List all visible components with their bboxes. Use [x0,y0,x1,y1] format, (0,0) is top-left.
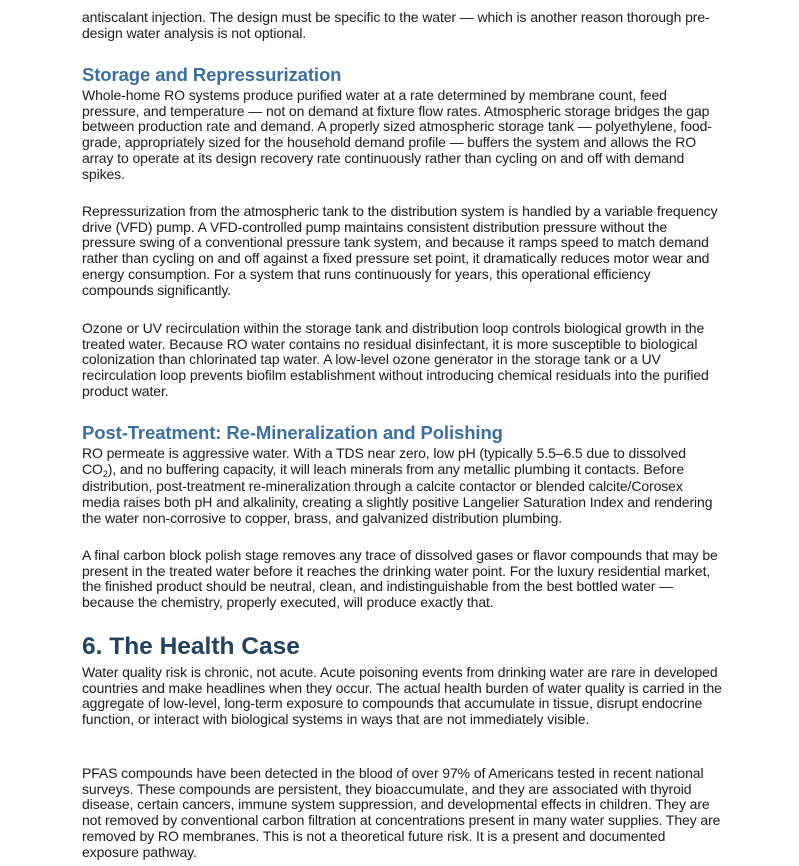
health-heading-block [82,633,722,661]
body-paragraph [82,446,722,527]
p1-part-b: ), and no buffering capacity, it will leach minerals from any metallic plumbing it contacts. Before distribution, post-treatment re-mineralization through a calcite contactor or blended calcite/Corosex media raises both pH and alkalinity, creating a slightly positive Langelier Saturation Index and rendering the water non-corrosive to copper, brass, and galvanized distribution plumbing. [82,460,713,526]
intro-paragraph-tail [82,10,722,41]
health-paragraph-2-block [82,766,722,860]
body-paragraph: A final carbon block polish stage removes any trace of dissolved gases or flavor compounds that may be present in the treated water before it reaches the drinking water point. For the luxury residential market, the finished product should be neutral, clean, and indistinguishable from the best bottled water — because the chemistry, properly executed, will produce exactly that. [82,547,718,611]
post-treatment-heading: Post-Treatment: Re-Mineralization and Polishing [82,422,503,443]
co2-subscript: 2 [102,468,108,479]
storage-paragraph-1-block [82,88,722,182]
post-heading-block [82,422,722,444]
storage-paragraph-3-block [82,321,722,400]
storage-paragraph-2-block [82,204,722,298]
body-paragraph: Repressurization from the atmospheric tank to the distribution system is handled by a variable frequency drive (VFD) pump. A VFD-controlled pump maintains consistent distribution pressure without the pressure swing of a conventional pressure tank system, and because it ramps speed to match demand rather than cycling on and off against a fixed pressure set point, it dramatically reduces motor wear and energy consumption. For a system that runs continuously for years, this operational efficiency compounds significantly. [82,203,718,298]
body-paragraph: Ozone or UV recirculation within the storage tank and distribution loop controls biological growth in the treated water. Because RO water contains no residual disinfectant, it is more susceptible to biological colonization than chlorinated tap water. A low-level ozone generator in the storage tank or a UV recirculation loop prevents biofilm establishment without introducing chemical residuals into the purified product water. [82,320,709,399]
body-paragraph: Water quality risk is chronic, not acute. Acute poisoning events from drinking water are rare in developed countries and make headlines when they occur. The actual health burden of water quality is carried in the aggregate of low-level, long-term exposure to compounds that accumulate in tissue, disrupt endocrine function, or interact with biological systems in ways that are not immediately visible. [82,664,722,728]
body-paragraph: antiscalant injection. The design must be specific to the water — which is another reason thorough pre-design water analysis is not optional. [82,9,710,41]
storage-heading: Storage and Repressurization [82,64,342,85]
storage-heading-block [82,64,722,86]
health-section-heading: 6. The Health Case [82,633,300,660]
body-paragraph: PFAS compounds have been detected in the blood of over 97% of Americans tested in recent national surveys. These compounds are persistent, they bioaccumulate, and they are associated with thyroid disease, certain cancers, immune system suppression, and developmental effects in children. They are not removed by conventional carbon filtration at concentrations present in many water supplies. They are removed by RO membranes. This is not a theoretical future risk. It is a present and documented exposure pathway. [82,765,721,860]
p1-part-a: RO permeate is aggressive water. With a TDS near zero, low pH (typically 5.5–6.5 due to dissolved CO [82,445,686,477]
post-paragraph-2-block [82,548,722,611]
health-paragraph-1-block [82,665,722,728]
body-paragraph: Whole-home RO systems produce purified water at a rate determined by membrane count, feed pressure, and temperature — not on demand at fixture flow rates. Atmospheric storage bridges the gap between production rate and demand. A properly sized atmospheric storage tank — polyethylene, food-grade, appropriately sized for the household demand profile — buffers the system and allows the RO array to operate at its design recovery rate continuously rather than cycling on and off with demand spikes. [82,87,712,182]
post-paragraph-1-block [82,446,722,527]
